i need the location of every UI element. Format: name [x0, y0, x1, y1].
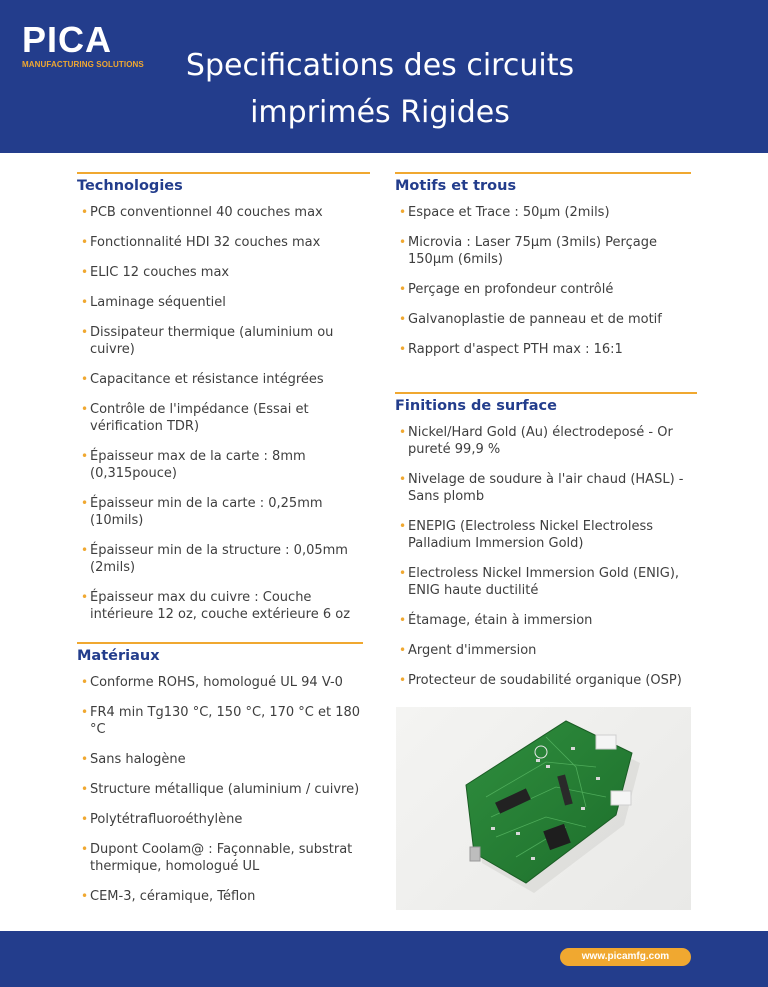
bullet-icon: •: [81, 782, 89, 796]
list-item-text: Nivelage de soudure à l'air chaud (HASL) - Sans plomb: [408, 472, 684, 504]
list-item-text: Perçage en profondeur contrôlé: [408, 282, 614, 297]
section-divider: [395, 392, 697, 394]
bullet-icon: •: [81, 265, 89, 279]
bullet-icon: •: [399, 472, 407, 486]
bullet-icon: •: [81, 449, 89, 463]
website-link[interactable]: www.picamfg.com: [560, 948, 691, 966]
section-divider: [395, 172, 691, 174]
finitions-list: [395, 424, 697, 689]
list-item-text: ELIC 12 couches max: [90, 265, 230, 280]
list-item-text: Argent d'immersion: [408, 643, 537, 658]
list-item: [81, 294, 370, 311]
list-item: [81, 264, 370, 281]
logo-tagline: MANUFACTURING SOLUTIONS: [22, 60, 144, 69]
bullet-icon: •: [81, 705, 89, 719]
bullet-icon: •: [81, 295, 89, 309]
list-item-text: Épaisseur min de la structure : 0,05mm (2mils): [90, 543, 348, 575]
list-item: [81, 674, 363, 691]
list-item-text: FR4 min Tg130 °C, 150 °C, 170 °C et 180 °C: [90, 705, 361, 737]
list-item-text: Electroless Nickel Immersion Gold (ENIG), ENIG haute ductilité: [408, 566, 680, 598]
section-motifs: [395, 172, 691, 371]
list-item: [399, 424, 697, 458]
list-item: [399, 281, 691, 298]
list-item: [81, 401, 370, 435]
bullet-icon: •: [399, 425, 407, 439]
list-item-text: Contrôle de l'impédance (Essai et vérification TDR): [90, 402, 309, 434]
section-technologies: [77, 172, 370, 636]
logo-wordmark: PICA: [22, 19, 113, 60]
motifs-list: [395, 204, 691, 358]
bullet-icon: •: [399, 312, 407, 326]
list-item: [81, 841, 363, 875]
list-item-text: Dupont Coolam@ : Façonnable, substrat thermique, homologué UL: [90, 842, 353, 874]
list-item-text: Conforme ROHS, homologué UL 94 V-0: [90, 675, 343, 690]
list-item-text: Rapport d'aspect PTH max : 16:1: [408, 342, 623, 357]
bullet-icon: •: [399, 519, 407, 533]
bullet-icon: •: [81, 235, 89, 249]
section-finitions: [395, 392, 697, 702]
list-item: [399, 234, 691, 268]
bullet-icon: •: [399, 673, 407, 687]
bullet-icon: •: [399, 566, 407, 580]
list-item: [81, 888, 363, 905]
page-title: [150, 42, 610, 136]
list-item: [81, 234, 370, 251]
bullet-icon: •: [81, 889, 89, 903]
list-item: [81, 495, 370, 529]
bullet-icon: •: [399, 643, 407, 657]
list-item-text: Polytétrafluoroéthylène: [90, 812, 243, 827]
bullet-icon: •: [399, 235, 407, 249]
page-title-line2: imprimés Rigides: [250, 95, 510, 130]
list-item: [399, 565, 697, 599]
list-item: [81, 589, 370, 623]
bullet-icon: •: [399, 282, 407, 296]
list-item: [399, 518, 697, 552]
bullet-icon: •: [81, 372, 89, 386]
list-item-text: Dissipateur thermique (aluminium ou cuivre): [90, 325, 334, 357]
list-item: [81, 324, 370, 358]
list-item-text: Protecteur de soudabilité organique (OSP): [408, 673, 682, 688]
list-item-text: Épaisseur max du cuivre : Couche intérieure 12 oz, couche extérieure 6 oz: [90, 590, 351, 622]
company-logo[interactable]: [22, 19, 144, 69]
bullet-icon: •: [399, 613, 407, 627]
section-heading: Finitions de surface: [395, 398, 557, 414]
list-item-text: Étamage, étain à immersion: [408, 613, 593, 628]
list-item: [81, 448, 370, 482]
list-item: [399, 471, 697, 505]
page-title-line1: Specifications des circuits: [185, 48, 575, 83]
bullet-icon: •: [81, 543, 89, 557]
list-item-text: Capacitance et résistance intégrées: [90, 372, 324, 387]
list-item: [81, 704, 363, 738]
bullet-icon: •: [399, 205, 407, 219]
list-item: [81, 751, 363, 768]
list-item: [399, 311, 691, 328]
list-item-text: Espace et Trace : 50µm (2mils): [408, 205, 610, 220]
list-item: [399, 672, 697, 689]
list-item: [399, 204, 691, 221]
header-banner: [0, 0, 768, 153]
section-heading: Matériaux: [77, 648, 160, 664]
bullet-icon: •: [81, 812, 89, 826]
pcb-board-illustration: [396, 707, 691, 910]
list-item: [81, 371, 370, 388]
bullet-icon: •: [399, 342, 407, 356]
bullet-icon: •: [81, 402, 89, 416]
list-item-text: Épaisseur min de la carte : 0,25mm (10mils): [90, 496, 323, 528]
section-divider: [77, 642, 363, 644]
list-item: [81, 781, 363, 798]
list-item: [81, 204, 370, 221]
list-item-text: ENEPIG (Electroless Nickel Electroless Palladium Immersion Gold): [408, 519, 654, 551]
list-item-text: Épaisseur max de la carte : 8mm (0,315pouce): [90, 449, 306, 481]
section-divider: [77, 172, 370, 174]
list-item: [399, 612, 697, 629]
list-item-text: CEM-3, céramique, Téflon: [90, 889, 256, 904]
section-heading: Motifs et trous: [395, 178, 517, 194]
bullet-icon: •: [81, 842, 89, 856]
list-item-text: Microvia : Laser 75µm (3mils) Perçage 150µm (6mils): [408, 235, 657, 267]
list-item: [81, 542, 370, 576]
list-item-text: Laminage séquentiel: [90, 295, 226, 310]
list-item: [399, 642, 697, 659]
list-item: [399, 341, 691, 358]
list-item-text: Sans halogène: [90, 752, 186, 767]
section-heading: Technologies: [77, 178, 183, 194]
bullet-icon: •: [81, 675, 89, 689]
bullet-icon: •: [81, 590, 89, 604]
section-materiaux: [77, 642, 363, 918]
bullet-icon: •: [81, 325, 89, 339]
list-item: [81, 811, 363, 828]
bullet-icon: •: [81, 496, 89, 510]
list-item-text: Structure métallique (aluminium / cuivre): [90, 782, 360, 797]
materiaux-list: [77, 674, 363, 905]
technologies-list: [77, 204, 370, 623]
list-item-text: Nickel/Hard Gold (Au) électrodeposé - Or pureté 99,9 %: [408, 425, 673, 457]
bullet-icon: •: [81, 752, 89, 766]
list-item-text: PCB conventionnel 40 couches max: [90, 205, 323, 220]
bullet-icon: •: [81, 205, 89, 219]
list-item-text: Galvanoplastie de panneau et de motif: [408, 312, 662, 327]
list-item-text: Fonctionnalité HDI 32 couches max: [90, 235, 321, 250]
pcb-photo: [396, 707, 691, 910]
